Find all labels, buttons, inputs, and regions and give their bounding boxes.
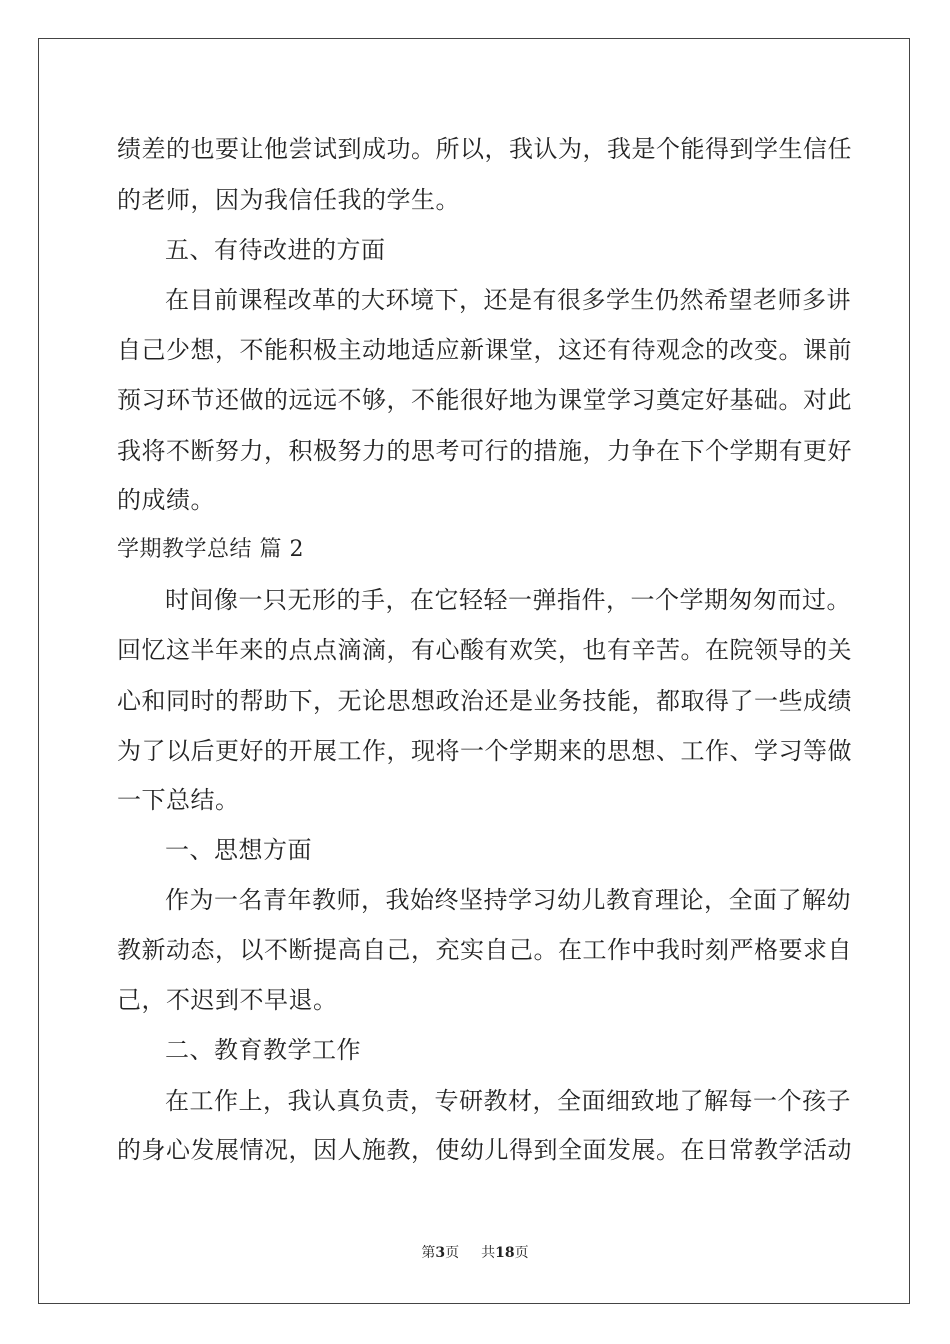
paragraph-line: 的身心发展情况，因人施教，使幼儿得到全面发展。在日常教学活动 [117, 1136, 852, 1164]
paragraph-line: 己，不迟到不早退。 [117, 986, 338, 1014]
paragraph-line: 的成绩。 [117, 486, 215, 514]
paragraph-line: 为了以后更好的开展工作，现将一个学期来的思想、工作、学习等做 [117, 737, 852, 765]
total-page-count: 18 [495, 1245, 515, 1261]
total-suffix: 页 [514, 1245, 529, 1261]
paragraph-line: 绩差的也要让他尝试到成功。所以，我认为，我是个能得到学生信任 [117, 135, 852, 163]
article-title: 学期教学总结 篇 2 [117, 537, 304, 562]
section-heading: 二、教育教学工作 [165, 1036, 361, 1064]
paragraph-line: 回忆这半年来的点点滴滴，有心酸有欢笑，也有辛苦。在院领导的关 [117, 636, 852, 664]
paragraph-line: 在工作上，我认真负责，专研教材，全面细致地了解每一个孩子 [165, 1087, 851, 1115]
paragraph-line: 作为一名青年教师，我始终坚持学习幼儿教育理论，全面了解幼 [165, 886, 851, 914]
paragraph-line: 我将不断努力，积极努力的思考可行的措施，力争在下个学期有更好 [117, 437, 852, 465]
paragraph-line: 在目前课程改革的大环境下，还是有很多学生仍然希望老师多讲 [165, 286, 851, 314]
paragraph-line: 自己少想，不能积极主动地适应新课堂，这还有待观念的改变。课前 [117, 336, 852, 364]
paragraph-line: 时间像一只无形的手，在它轻轻一弹指件，一个学期匆匆而过。 [165, 586, 851, 614]
current-page-number: 3 [435, 1245, 446, 1261]
paragraph-line: 的老师，因为我信任我的学生。 [117, 186, 460, 214]
total-prefix: 共 [481, 1245, 496, 1261]
paragraph-line: 教新动态，以不断提高自己，充实自己。在工作中我时刻严格要求自 [117, 936, 852, 964]
page-prefix: 第 [421, 1245, 436, 1261]
paragraph-line: 一下总结。 [117, 786, 240, 814]
paragraph-line: 心和同时的帮助下，无论思想政治还是业务技能，都取得了一些成绩 [117, 687, 852, 715]
page-footer [0, 1244, 950, 1262]
section-heading: 五、有待改进的方面 [165, 236, 386, 264]
section-heading: 一、思想方面 [165, 836, 312, 864]
paragraph-line: 预习环节还做的远远不够，不能很好地为课堂学习奠定好基础。对此 [117, 386, 852, 414]
page-suffix: 页 [445, 1245, 460, 1261]
